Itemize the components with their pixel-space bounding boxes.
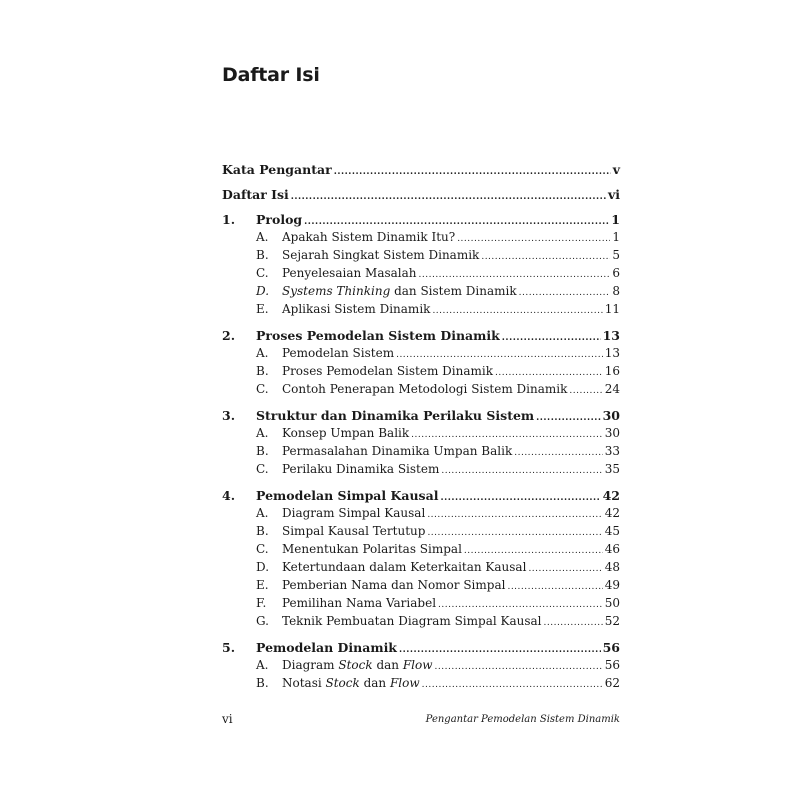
toc-section[interactable]: [222, 540, 620, 558]
section-letter: A.: [256, 346, 269, 360]
section-title-italic: Stock: [325, 676, 360, 690]
chapter-number: 3.: [222, 408, 236, 423]
section-title: [282, 674, 420, 692]
chapter-title: Pemodelan Simpal Kausal: [256, 488, 439, 503]
section-letter: F.: [256, 596, 267, 610]
toc-chapter-4[interactable]: [222, 486, 620, 504]
toc-section[interactable]: [222, 424, 620, 442]
toc-page-number: vi: [607, 187, 620, 202]
toc-entry-daftar-isi[interactable]: [222, 185, 620, 210]
section-title: Proses Pemodelan Sistem Dinamik: [282, 364, 493, 378]
toc-page-number: 50: [604, 596, 620, 610]
chapter-number: 2.: [222, 328, 236, 343]
section-title: Permasalahan Dinamika Umpan Balik: [282, 444, 513, 458]
toc-chapter-3[interactable]: [222, 406, 620, 424]
toc-page-number: 52: [604, 614, 620, 628]
section-title: Sejarah Singkat Sistem Dinamik: [282, 248, 480, 262]
toc-section[interactable]: [222, 380, 620, 398]
chapter-number: 5.: [222, 640, 236, 655]
dot-leader: [440, 488, 600, 508]
section-title: Pemilihan Nama Variabel: [282, 596, 437, 610]
section-letter: C.: [256, 266, 269, 280]
section-title: Ketertundaan dalam Keterkaitan Kausal: [282, 560, 527, 574]
toc-entry-title: Kata Pengantar: [222, 162, 332, 177]
section-title-mid: dan: [372, 658, 403, 672]
toc-section[interactable]: [222, 442, 620, 460]
dot-leader: [334, 162, 611, 182]
section-title-italic-2: Flow: [389, 676, 420, 690]
footer-book-title: Pengantar Pemodelan Sistem Dinamik: [425, 714, 620, 725]
section-letter: C.: [256, 382, 269, 396]
chapter-title: Prolog: [256, 212, 303, 227]
toc-section[interactable]: [222, 344, 620, 362]
section-title-italic: Systems Thinking: [282, 284, 391, 298]
dot-leader: [502, 328, 601, 348]
section-title: Perilaku Dinamika Sistem: [282, 462, 440, 476]
toc-page-number: 49: [604, 578, 620, 592]
section-letter: A.: [256, 658, 269, 672]
toc-page-number: 24: [604, 382, 620, 396]
section-title-pre: Notasi: [282, 676, 326, 690]
section-title: [282, 656, 433, 674]
section-title: Pemodelan Sistem: [282, 346, 395, 360]
toc-section[interactable]: [222, 522, 620, 540]
toc-section[interactable]: [222, 300, 620, 318]
dot-leader: [432, 302, 602, 320]
section-title-pre: Diagram: [282, 658, 339, 672]
toc-section[interactable]: [222, 612, 620, 630]
section-letter: E.: [256, 302, 269, 316]
dot-leader: [481, 248, 610, 266]
dot-leader: [544, 614, 603, 632]
dot-leader: [569, 382, 602, 400]
section-title: Contoh Penerapan Metodologi Sistem Dinamik: [282, 382, 568, 396]
dot-leader: [441, 462, 602, 480]
section-title: Konsep Umpan Balik: [282, 426, 410, 440]
section-letter: E.: [256, 578, 269, 592]
section-letter: D.: [256, 560, 270, 574]
dot-leader: [435, 658, 603, 676]
toc-section[interactable]: [222, 460, 620, 478]
section-title: Aplikasi Sistem Dinamik: [282, 302, 431, 316]
chapter-title: Struktur dan Dinamika Perilaku Sistem: [256, 408, 535, 423]
toc-page-number: 1: [611, 212, 620, 227]
section-title-italic: Stock: [338, 658, 373, 672]
section-title: Apakah Sistem Dinamik Itu?: [282, 230, 456, 244]
section-letter: B.: [256, 364, 269, 378]
toc-section[interactable]: [222, 228, 620, 246]
dot-leader: [507, 578, 602, 596]
section-letter: A.: [256, 506, 269, 520]
toc-page-number: 11: [604, 302, 620, 316]
toc-page-number: v: [612, 162, 620, 177]
chapter-title: Proses Pemodelan Sistem Dinamik: [256, 328, 500, 343]
toc-page-number: 5: [612, 248, 620, 262]
toc-page-number: 48: [604, 560, 620, 574]
section-title: Pemberian Nama dan Nomor Simpal: [282, 578, 506, 592]
toc-section[interactable]: [222, 674, 620, 692]
toc-page-number: 8: [612, 284, 620, 298]
toc-section[interactable]: [222, 246, 620, 264]
chapter-number: 4.: [222, 488, 236, 503]
section-letter: G.: [256, 614, 269, 628]
section-letter: C.: [256, 462, 269, 476]
section-letter: B.: [256, 248, 269, 262]
toc-chapter-1[interactable]: [222, 210, 620, 228]
chapter-number: 1.: [222, 212, 236, 227]
dot-leader: [427, 506, 602, 524]
toc-page-number: 30: [602, 408, 620, 423]
section-letter: A.: [256, 230, 269, 244]
toc-page-number: 30: [604, 426, 620, 440]
dot-leader: [291, 187, 606, 207]
section-title-mid: dan: [359, 676, 390, 690]
section-letter: B.: [256, 444, 269, 458]
section-title: Penyelesaian Masalah: [282, 266, 417, 280]
toc-page-number: 46: [604, 542, 620, 556]
section-letter-text: D.: [256, 284, 270, 298]
dot-leader: [536, 408, 600, 428]
dot-leader: [422, 676, 603, 694]
toc-page-number: 6: [612, 266, 620, 280]
toc-section[interactable]: [222, 558, 620, 576]
toc-page-number: 33: [604, 444, 620, 458]
section-title: Simpal Kausal Tertutup: [282, 524, 426, 538]
dot-leader: [514, 444, 602, 462]
toc-section[interactable]: [222, 656, 620, 674]
toc-page-number: 42: [604, 506, 620, 520]
toc-page-number: 45: [604, 524, 620, 538]
section-letter: B.: [256, 524, 269, 538]
toc-entry-title: Daftar Isi: [222, 187, 289, 202]
toc-page-number: 16: [604, 364, 620, 378]
toc-section[interactable]: [222, 576, 620, 594]
toc-chapter-2[interactable]: [222, 326, 620, 344]
toc-section[interactable]: [222, 594, 620, 612]
toc-page-number: 1: [612, 230, 620, 244]
section-title: Teknik Pembuatan Diagram Simpal Kausal: [282, 614, 542, 628]
table-of-contents: [222, 160, 620, 692]
page-title: Daftar Isi: [222, 64, 320, 86]
toc-page-number: 42: [602, 488, 620, 503]
footer-page-number: vi: [222, 712, 233, 726]
chapter-title: Pemodelan Dinamik: [256, 640, 397, 655]
toc-section[interactable]: [222, 504, 620, 522]
toc-page-number: 62: [604, 676, 620, 690]
dot-leader: [528, 560, 602, 578]
section-letter: C.: [256, 542, 269, 556]
toc-page-number: 56: [602, 640, 620, 655]
dot-leader: [457, 230, 610, 248]
toc-section[interactable]: [222, 282, 620, 300]
section-letter: B.: [256, 676, 269, 690]
section-title-rest: dan Sistem Dinamik: [390, 284, 517, 298]
toc-page-number: 56: [604, 658, 620, 672]
toc-page-number: 13: [604, 346, 620, 360]
section-title: Menentukan Polaritas Simpal: [282, 542, 462, 556]
toc-section[interactable]: [222, 362, 620, 380]
section-title-italic-2: Flow: [402, 658, 433, 672]
dot-leader: [519, 284, 611, 302]
toc-entry-kata-pengantar[interactable]: [222, 160, 620, 185]
section-letter: [256, 282, 282, 300]
section-title: [282, 282, 517, 300]
toc-page-number: 35: [604, 462, 620, 476]
toc-chapter-5[interactable]: [222, 638, 620, 656]
section-letter: A.: [256, 426, 269, 440]
toc-section[interactable]: [222, 264, 620, 282]
toc-page-number: 13: [602, 328, 620, 343]
section-title: Diagram Simpal Kausal: [282, 506, 426, 520]
